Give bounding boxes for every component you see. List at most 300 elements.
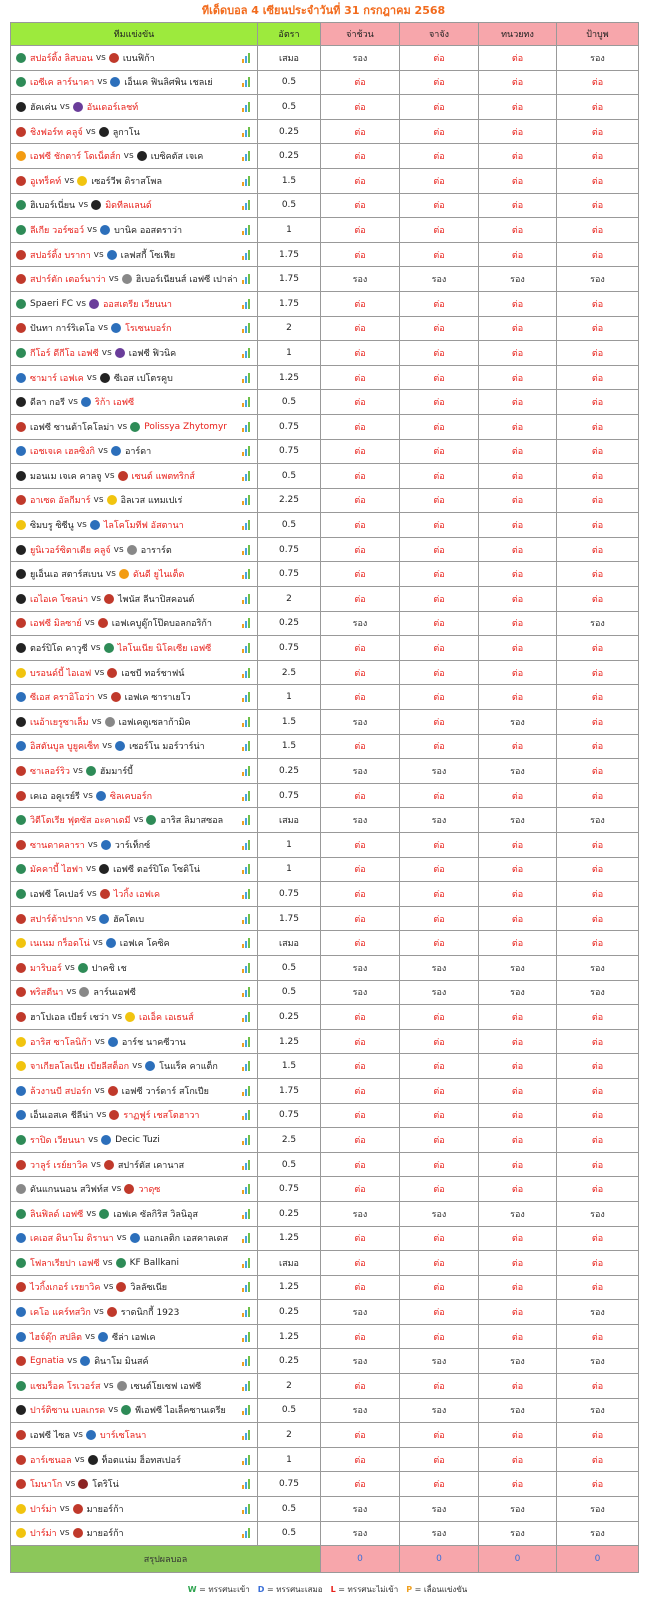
stats-chart-icon[interactable] bbox=[242, 1037, 251, 1047]
away-team-name[interactable]: เบนฟิก้า bbox=[122, 53, 155, 64]
away-team-name[interactable]: ฮัคโตเบ bbox=[113, 914, 145, 925]
stats-chart-icon[interactable] bbox=[242, 1381, 251, 1391]
away-team-name[interactable]: วาดุซ bbox=[138, 1185, 161, 1196]
stats-chart-icon[interactable] bbox=[242, 151, 251, 161]
home-team-name[interactable]: ลินฟิลด์ เอฟซี bbox=[30, 1209, 84, 1220]
away-team-name[interactable]: ลาร์นเอฟซี bbox=[93, 988, 136, 999]
match-cell[interactable] bbox=[11, 1054, 258, 1079]
away-team-name[interactable]: ไลโนเนีย นิโคเซีย เอฟซี bbox=[117, 644, 212, 655]
away-team-name[interactable]: ออสเตรีย เวียนนา bbox=[103, 299, 172, 310]
match-cell[interactable] bbox=[11, 119, 258, 144]
home-team-name[interactable]: ซานดาคลารา bbox=[30, 840, 85, 851]
stats-chart-icon[interactable] bbox=[242, 102, 251, 112]
stats-chart-icon[interactable] bbox=[242, 1135, 251, 1145]
home-team-name[interactable]: ดีลา กอรี bbox=[30, 398, 65, 409]
handicap-odds: 1.5 bbox=[258, 734, 321, 759]
stats-chart-icon[interactable] bbox=[242, 1012, 251, 1022]
match-cell[interactable] bbox=[11, 1029, 258, 1054]
stats-chart-icon[interactable] bbox=[242, 77, 251, 87]
away-team-logo-icon bbox=[101, 1135, 111, 1145]
match-cell[interactable] bbox=[11, 1275, 258, 1300]
tip-cell: ต่อ bbox=[557, 439, 639, 464]
home-team-name[interactable]: ยูนิเวอร์ซิตาเตีย คลูจ์ bbox=[30, 545, 111, 556]
home-team-name[interactable]: อาริส ซาโลนิก้า bbox=[30, 1037, 92, 1048]
match-cell[interactable] bbox=[11, 833, 258, 858]
home-team-name[interactable]: ฮาโปเอล เบียร์ เชว่า bbox=[30, 1012, 110, 1023]
away-team-name[interactable]: ดินาโม มินสค์ bbox=[94, 1357, 149, 1368]
stats-chart-icon[interactable] bbox=[242, 889, 251, 899]
away-team-name[interactable]: Polissya Zhytomyr bbox=[144, 421, 227, 432]
home-team-name[interactable]: ปาร์ม่า bbox=[30, 1504, 57, 1515]
away-team-name[interactable]: เอฟซี ฟิวนิค bbox=[128, 348, 177, 359]
home-team-name[interactable]: สปอร์ติ้ง บรากา bbox=[30, 250, 91, 261]
match-cell[interactable] bbox=[11, 660, 258, 685]
away-team-name[interactable]: ปาคชิ เช bbox=[91, 963, 127, 974]
match-cell[interactable] bbox=[11, 759, 258, 784]
away-team-name[interactable]: เอฟเค ซาราเยโว bbox=[124, 693, 191, 704]
home-team-name[interactable]: เคเอส ดินาโม ดิรานา bbox=[30, 1234, 114, 1245]
handicap-odds: 2 bbox=[258, 587, 321, 612]
home-team-name[interactable]: แชมร็อค โรเวอร์ส bbox=[30, 1381, 101, 1392]
away-team-name[interactable]: เบซิคตัส เจเค bbox=[150, 152, 204, 163]
away-team-name[interactable]: อันเดอร์เลชท์ bbox=[86, 102, 139, 113]
home-team-logo-icon bbox=[16, 815, 26, 825]
home-team-name[interactable]: เอฟซี มิลซาย์ bbox=[30, 619, 82, 630]
home-team-name[interactable]: เอฟซี โคเปอร์ bbox=[30, 889, 84, 900]
match-cell[interactable] bbox=[11, 1374, 258, 1399]
stats-chart-icon[interactable] bbox=[242, 618, 251, 628]
away-team-name[interactable]: บาร์เซโลนา bbox=[100, 1431, 147, 1442]
away-team-name[interactable]: ไพนัส ลีนาปิสคอนต์ bbox=[118, 594, 195, 605]
away-team-logo-icon bbox=[78, 963, 88, 973]
stats-chart-icon[interactable] bbox=[242, 53, 251, 63]
stats-chart-icon[interactable] bbox=[242, 1455, 251, 1465]
home-team-name[interactable]: สปาร์ต้าปราก bbox=[30, 914, 84, 925]
away-team-name[interactable]: อาร์ดา bbox=[124, 447, 152, 458]
away-team-name[interactable]: ราดนิกกี้ 1923 bbox=[120, 1308, 180, 1319]
away-team-name[interactable]: เอเอ็ค เอเธนส์ bbox=[139, 1012, 194, 1023]
home-team-name[interactable]: บรอนด์บี้ ไอเอฟ bbox=[30, 668, 92, 679]
home-team-name[interactable]: เอฟซี ชักตาร์ โดเน็ตส์ก bbox=[30, 152, 121, 163]
away-team-name[interactable]: มายอร์ก้า bbox=[86, 1504, 124, 1515]
tip-cell: ต่อ bbox=[400, 242, 479, 267]
away-team-name[interactable]: อาราร์ต bbox=[140, 545, 172, 556]
home-team-name[interactable]: Egnatia bbox=[30, 1356, 65, 1367]
stats-chart-icon[interactable] bbox=[242, 250, 251, 260]
away-team-name[interactable]: โตริโน่ bbox=[92, 1480, 119, 1491]
home-team-name[interactable]: ฮิเบอร์เนี่ยน bbox=[30, 201, 76, 212]
home-team-name[interactable]: มอนเม เจเค คาลจู bbox=[30, 471, 102, 482]
match-cell[interactable] bbox=[11, 414, 258, 439]
match-cell[interactable] bbox=[11, 390, 258, 415]
tip-cell: รอง bbox=[557, 808, 639, 833]
away-team-name[interactable]: เซนต์โยเซฟ เอฟซี bbox=[130, 1381, 202, 1392]
home-team-logo-icon bbox=[16, 1332, 26, 1342]
away-team-name[interactable]: ริก้า เอฟซี bbox=[94, 398, 135, 409]
stats-chart-icon[interactable] bbox=[242, 643, 251, 653]
match-cell[interactable] bbox=[11, 857, 258, 882]
vs-label: vs bbox=[67, 397, 78, 408]
home-team-name[interactable]: ไฮจ์ดุ๊ก สปลิต bbox=[30, 1332, 83, 1343]
away-team-name[interactable]: ฮิเบอร์เนียนส์ เอฟซี เปาล่า bbox=[135, 275, 238, 286]
stats-chart-icon[interactable] bbox=[242, 1110, 251, 1120]
stats-chart-icon[interactable] bbox=[242, 1184, 251, 1194]
match-cell[interactable] bbox=[11, 808, 258, 833]
away-team-logo-icon bbox=[96, 791, 106, 801]
home-team-name[interactable]: เอชเจเค เฮลซิงกิ bbox=[30, 447, 95, 458]
away-team-logo-icon bbox=[78, 1479, 88, 1489]
home-team-name[interactable]: ดันแกนนอน สวิฟท์ส bbox=[30, 1185, 109, 1196]
away-team-logo-icon bbox=[89, 299, 99, 309]
home-team-logo-icon bbox=[16, 569, 26, 579]
away-team-name[interactable]: วิลลัซเนีย bbox=[130, 1283, 168, 1294]
stats-chart-icon[interactable] bbox=[242, 914, 251, 924]
handicap-odds: 0.5 bbox=[258, 193, 321, 218]
match-cell[interactable] bbox=[11, 341, 258, 366]
home-team-name[interactable]: วาลูร์ เรย์ยาวิค bbox=[30, 1160, 88, 1171]
match-cell[interactable] bbox=[11, 1103, 258, 1128]
tip-cell: ต่อ bbox=[557, 537, 639, 562]
tip-cell: รอง bbox=[321, 611, 400, 636]
home-team-name[interactable]: เนอ้าเยรูซาเล็ม bbox=[30, 717, 89, 728]
match-cell[interactable] bbox=[11, 931, 258, 956]
stats-chart-icon[interactable] bbox=[242, 1430, 251, 1440]
tip-cell: ต่อ bbox=[321, 882, 400, 907]
away-team-name[interactable]: อาริส ลิมาสซอล bbox=[160, 816, 224, 827]
stats-chart-icon[interactable] bbox=[242, 840, 251, 850]
away-team-name[interactable]: เซนต์ แพตทริกส์ bbox=[131, 471, 195, 482]
handicap-odds: 0.25 bbox=[258, 144, 321, 169]
match-cell[interactable] bbox=[11, 1521, 258, 1546]
match-cell[interactable] bbox=[11, 218, 258, 243]
home-team-name[interactable]: ซามาร์ เอฟเค bbox=[30, 373, 84, 384]
stats-chart-icon[interactable] bbox=[242, 1258, 251, 1268]
match-cell[interactable] bbox=[11, 783, 258, 808]
stats-chart-icon[interactable] bbox=[242, 520, 251, 530]
stats-chart-icon[interactable] bbox=[242, 963, 251, 973]
home-team-name[interactable]: เนเนม กร็อดโน่ bbox=[30, 939, 90, 950]
home-team-name[interactable]: มาริบอร์ bbox=[30, 963, 62, 974]
home-team-name[interactable]: ซาเลอร์ริว bbox=[30, 767, 70, 778]
stats-chart-icon[interactable] bbox=[242, 1504, 251, 1514]
away-team-name[interactable]: ไวกิ้ง เอฟเค bbox=[113, 889, 160, 900]
away-team-logo-icon bbox=[107, 1307, 117, 1317]
tip-cell: ต่อ bbox=[400, 636, 479, 661]
match-cell[interactable] bbox=[11, 144, 258, 169]
home-team-name[interactable]: สปาร์ตัก เตอร์นาว่า bbox=[30, 275, 106, 286]
tip-cell: ต่อ bbox=[557, 1078, 639, 1103]
home-team-name[interactable]: กีโอร์ ดีกีโอ เอฟซี bbox=[30, 348, 99, 359]
home-team-name[interactable]: ปันทา การ์ริเดโอ bbox=[30, 324, 96, 335]
vs-label: vs bbox=[74, 1454, 85, 1465]
away-team-name[interactable]: ซีล่า เอฟเค bbox=[112, 1332, 156, 1343]
away-team-name[interactable]: เลฟสกี้ โซเฟีย bbox=[120, 250, 176, 261]
table-row bbox=[11, 1497, 639, 1522]
stats-chart-icon[interactable] bbox=[242, 987, 251, 997]
stats-chart-icon[interactable] bbox=[242, 471, 251, 481]
match-cell[interactable] bbox=[11, 95, 258, 120]
stats-chart-icon[interactable] bbox=[242, 323, 251, 333]
match-cell[interactable] bbox=[11, 168, 258, 193]
table-row bbox=[11, 464, 639, 489]
table-row bbox=[11, 1251, 639, 1276]
away-team-name[interactable]: ลูกาโน bbox=[112, 127, 140, 138]
away-team-name[interactable]: เซอร์วีพ ดิราสโพล bbox=[91, 176, 162, 187]
away-team-name[interactable]: โนแร็ค คาแต็ก bbox=[159, 1062, 218, 1073]
match-cell[interactable] bbox=[11, 488, 258, 513]
home-team-name[interactable]: เอซีเค ลาร์นาคา bbox=[30, 78, 95, 89]
tip-cell: ต่อ bbox=[479, 464, 557, 489]
table-row bbox=[11, 439, 639, 464]
stats-chart-icon[interactable] bbox=[242, 594, 251, 604]
away-team-name[interactable]: แอกเลติก เอสคาลเดส bbox=[143, 1234, 228, 1245]
stats-chart-icon[interactable] bbox=[242, 692, 251, 702]
handicap-odds: 0.75 bbox=[258, 562, 321, 587]
away-team-name[interactable]: Decic Tuzi bbox=[115, 1134, 160, 1145]
home-team-name[interactable]: โฟลาเรียปา เอฟซี bbox=[30, 1258, 100, 1269]
match-cell[interactable] bbox=[11, 267, 258, 292]
tip-cell: ต่อ bbox=[479, 414, 557, 439]
away-team-name[interactable]: เอฟเคบูดู๊กโป๊ดบอลกอริก้า bbox=[111, 619, 212, 630]
match-cell[interactable] bbox=[11, 636, 258, 661]
match-cell[interactable] bbox=[11, 537, 258, 562]
tip-cell: ต่อ bbox=[400, 1078, 479, 1103]
tip-cell: ต่อ bbox=[400, 291, 479, 316]
match-cell[interactable] bbox=[11, 906, 258, 931]
match-cell[interactable] bbox=[11, 1005, 258, 1030]
vs-label: vs bbox=[95, 52, 106, 63]
tip-cell: ต่อ bbox=[400, 931, 479, 956]
away-team-name[interactable]: สปาร์ตัส เคานาส bbox=[117, 1160, 185, 1171]
tip-cell: รอง bbox=[321, 1349, 400, 1374]
match-cell[interactable] bbox=[11, 46, 258, 71]
home-team-name[interactable]: สปอร์ติ้ง ลิสบอน bbox=[30, 53, 93, 64]
stats-chart-icon[interactable] bbox=[242, 1086, 251, 1096]
match-cell[interactable] bbox=[11, 685, 258, 710]
stats-chart-icon[interactable] bbox=[242, 1160, 251, 1170]
away-team-name[interactable]: เอฟเค โคซิค bbox=[119, 939, 170, 950]
away-team-name[interactable]: อาร์ช นาคซีวาน bbox=[121, 1037, 186, 1048]
match-cell[interactable] bbox=[11, 1324, 258, 1349]
tip-cell: ต่อ bbox=[321, 857, 400, 882]
home-team-name[interactable]: โมนาโก bbox=[30, 1480, 63, 1491]
stats-chart-icon[interactable] bbox=[242, 1282, 251, 1292]
match-cell[interactable] bbox=[11, 316, 258, 341]
home-team-name[interactable]: ไวกิ้งเกอร์ เรยาวิค bbox=[30, 1283, 101, 1294]
stats-chart-icon[interactable] bbox=[242, 1356, 251, 1366]
tip-cell: ต่อ bbox=[400, 906, 479, 931]
stats-chart-icon[interactable] bbox=[242, 766, 251, 776]
match-cell[interactable] bbox=[11, 291, 258, 316]
stats-chart-icon[interactable] bbox=[242, 864, 251, 874]
match-cell[interactable] bbox=[11, 513, 258, 538]
stats-chart-icon[interactable] bbox=[242, 1528, 251, 1538]
away-team-name[interactable]: วาร์เท็กซ์ bbox=[114, 840, 151, 851]
match-cell[interactable] bbox=[11, 1251, 258, 1276]
tip-cell: ต่อ bbox=[321, 1128, 400, 1153]
match-cell[interactable] bbox=[11, 1177, 258, 1202]
stats-chart-icon[interactable] bbox=[242, 422, 251, 432]
match-cell[interactable] bbox=[11, 193, 258, 218]
stats-chart-icon[interactable] bbox=[242, 274, 251, 284]
match-cell[interactable] bbox=[11, 980, 258, 1005]
home-team-name[interactable]: Spaeri FC bbox=[30, 298, 74, 309]
away-team-name[interactable]: KF Ballkani bbox=[129, 1257, 179, 1268]
home-team-name[interactable]: จาเกียลโลเนีย เบียลีสต็อก bbox=[30, 1062, 130, 1073]
away-team-logo-icon bbox=[125, 1012, 135, 1022]
away-team-name[interactable]: ท็อตแน่ม ฮ็อทสเปอร์ bbox=[101, 1455, 181, 1466]
stats-chart-icon[interactable] bbox=[242, 938, 251, 948]
home-team-name[interactable]: ปาร์ติซาน เบลเกรด bbox=[30, 1406, 106, 1417]
match-cell[interactable] bbox=[11, 439, 258, 464]
table-row bbox=[11, 488, 639, 513]
stats-chart-icon[interactable] bbox=[242, 1307, 251, 1317]
home-team-name[interactable]: เอฟซี ซานต้าโคโลม่า bbox=[30, 422, 115, 433]
home-team-name[interactable]: ปาร์ม่า bbox=[30, 1529, 57, 1540]
home-team-name[interactable]: ลีเกีย วอร์ซอว์ bbox=[30, 225, 85, 236]
stats-chart-icon[interactable] bbox=[242, 299, 251, 309]
stats-chart-icon[interactable] bbox=[242, 446, 251, 456]
vs-label: vs bbox=[86, 888, 97, 899]
home-team-name[interactable]: ซีเอส คราอิโอว่า bbox=[30, 693, 95, 704]
match-cell[interactable] bbox=[11, 1152, 258, 1177]
stats-chart-icon[interactable] bbox=[242, 717, 251, 727]
match-cell[interactable] bbox=[11, 1472, 258, 1497]
tip-cell: ต่อ bbox=[321, 365, 400, 390]
stats-chart-icon[interactable] bbox=[242, 741, 251, 751]
tip-cell: ต่อ bbox=[557, 218, 639, 243]
match-cell[interactable] bbox=[11, 1349, 258, 1374]
stats-chart-icon[interactable] bbox=[242, 348, 251, 358]
home-team-name[interactable]: เอฟซี ไซล bbox=[30, 1431, 70, 1442]
home-team-name[interactable]: วิตีโตเรีย ฟุตซัส อะคาเดมี bbox=[30, 816, 131, 827]
tip-cell: ต่อ bbox=[479, 537, 557, 562]
away-team-name[interactable]: เซอร์โน มอร์วาร์น่า bbox=[129, 742, 205, 753]
home-team-name[interactable]: อิสตันบูล บูยูคเซ็ท bbox=[30, 742, 100, 753]
away-team-name[interactable]: โรเซนบอร์ก bbox=[125, 324, 172, 335]
match-cell[interactable] bbox=[11, 1128, 258, 1153]
match-cell[interactable] bbox=[11, 1423, 258, 1448]
stats-chart-icon[interactable] bbox=[242, 1332, 251, 1342]
match-cell[interactable] bbox=[11, 365, 258, 390]
home-team-name[interactable]: ยูเอ็นเอ สตาร์สเบน bbox=[30, 570, 103, 581]
stats-chart-icon[interactable] bbox=[242, 569, 251, 579]
stats-chart-icon[interactable] bbox=[242, 1405, 251, 1415]
home-team-name[interactable]: ตอร์ปิโด คาวูซี bbox=[30, 644, 88, 655]
away-team-logo-icon bbox=[124, 1184, 134, 1194]
away-team-name[interactable]: บานิค ออสตราว่า bbox=[114, 225, 183, 236]
stats-chart-icon[interactable] bbox=[242, 200, 251, 210]
match-cell[interactable] bbox=[11, 587, 258, 612]
away-team-name[interactable]: ดันดี ยูไนเต็ด bbox=[132, 570, 185, 581]
home-team-name[interactable]: เคโอ แคร์ทสวิก bbox=[30, 1308, 91, 1319]
stats-chart-icon[interactable] bbox=[242, 1061, 251, 1071]
match-cell[interactable] bbox=[11, 242, 258, 267]
home-team-name[interactable]: เอ็นเอสเค ชีลีน่า bbox=[30, 1111, 94, 1122]
stats-chart-icon[interactable] bbox=[242, 791, 251, 801]
home-team-name[interactable]: ล้วงานบี สปอร์ก bbox=[30, 1086, 92, 1097]
away-team-name[interactable]: เอฟซี ตอร์ปิโด โซดิโน่ bbox=[113, 865, 200, 876]
stats-chart-icon[interactable] bbox=[242, 1233, 251, 1243]
stats-chart-icon[interactable] bbox=[242, 495, 251, 505]
match-cell[interactable] bbox=[11, 1300, 258, 1325]
table-row bbox=[11, 537, 639, 562]
match-cell[interactable] bbox=[11, 955, 258, 980]
vs-label: vs bbox=[113, 544, 124, 555]
stats-chart-icon[interactable] bbox=[242, 176, 251, 186]
match-cell[interactable] bbox=[11, 1226, 258, 1251]
tip-cell: รอง bbox=[557, 1521, 639, 1546]
match-cell[interactable] bbox=[11, 1201, 258, 1226]
vs-label: vs bbox=[116, 1233, 127, 1244]
home-team-name[interactable]: เอไอเค โซลน่า bbox=[30, 594, 89, 605]
handicap-odds: เสมอ bbox=[258, 931, 321, 956]
away-team-name[interactable]: ซีเอส เปโตรคูบ bbox=[113, 373, 173, 384]
stats-chart-icon[interactable] bbox=[242, 397, 251, 407]
stats-chart-icon[interactable] bbox=[242, 373, 251, 383]
away-team-name[interactable]: อิลเวส แทมเปเร่ bbox=[120, 496, 183, 507]
home-team-name[interactable]: ชิงฟอร์ท คลูจ์ bbox=[30, 127, 83, 138]
home-team-name[interactable]: มัคคาบี้ ไฮฟา bbox=[30, 865, 84, 876]
match-cell[interactable] bbox=[11, 882, 258, 907]
away-team-name[interactable]: ฮัมมาร์บี้ bbox=[99, 767, 133, 778]
match-cell[interactable] bbox=[11, 1078, 258, 1103]
stats-chart-icon[interactable] bbox=[242, 127, 251, 137]
home-team-logo-icon bbox=[16, 446, 26, 456]
stats-chart-icon[interactable] bbox=[242, 1479, 251, 1489]
match-cell[interactable] bbox=[11, 1497, 258, 1522]
match-cell[interactable] bbox=[11, 1398, 258, 1423]
match-cell[interactable] bbox=[11, 611, 258, 636]
stats-chart-icon[interactable] bbox=[242, 1209, 251, 1219]
tip-cell: ต่อ bbox=[479, 513, 557, 538]
stats-chart-icon[interactable] bbox=[242, 545, 251, 555]
home-team-name[interactable]: พริสตีนา bbox=[30, 988, 64, 999]
home-team-name[interactable]: ซิมบรู ซิซีนู bbox=[30, 521, 74, 532]
away-team-name[interactable]: ไลโคโมทีฟ อัสตานา bbox=[103, 521, 184, 532]
away-team-name[interactable]: เอ็นเค ฟินลิศพิน เชลเย่ bbox=[124, 78, 213, 89]
stats-chart-icon[interactable] bbox=[242, 815, 251, 825]
away-team-name[interactable]: เอฟเคตูเซลาก้ามิค bbox=[118, 717, 191, 728]
stats-chart-icon[interactable] bbox=[242, 225, 251, 235]
home-team-name[interactable]: อาเซด อัลกีมาร์ bbox=[30, 496, 91, 507]
stats-chart-icon[interactable] bbox=[242, 668, 251, 678]
vs-label: vs bbox=[72, 766, 83, 777]
away-team-name[interactable]: ซิลเคบอร์ก bbox=[109, 791, 153, 802]
home-team-name[interactable]: อาร์เซนอล bbox=[30, 1455, 72, 1466]
away-team-name[interactable]: เอฟเค ซัลกิริส วิลนิอุส bbox=[113, 1209, 198, 1220]
home-team-name[interactable]: ฮัคเค่น bbox=[30, 102, 57, 113]
match-cell[interactable] bbox=[11, 734, 258, 759]
match-cell[interactable] bbox=[11, 562, 258, 587]
match-cell[interactable] bbox=[11, 464, 258, 489]
home-team-name[interactable]: อูเทร็คท์ bbox=[30, 176, 62, 187]
table-row bbox=[11, 1226, 639, 1251]
tip-cell: ต่อ bbox=[557, 710, 639, 735]
tip-cell: รอง bbox=[557, 1398, 639, 1423]
match-cell[interactable] bbox=[11, 70, 258, 95]
match-cell[interactable] bbox=[11, 1447, 258, 1472]
away-team-name[interactable]: ราฏฟูร์ เชสโตฮาวา bbox=[123, 1111, 200, 1122]
away-team-name[interactable]: มิดทีลแลนด์ bbox=[105, 201, 152, 212]
away-team-name[interactable]: เอฟซี วาร์ดาร์ สโกเปีย bbox=[121, 1086, 209, 1097]
away-team-name[interactable]: พีเอฟซี ไอเล็คซานเดรีย bbox=[135, 1406, 226, 1417]
away-team-name[interactable]: เอชบี ทอร์ชาฟน์ bbox=[121, 668, 185, 679]
away-team-name[interactable]: มายอร์ก้า bbox=[86, 1529, 124, 1540]
home-team-name[interactable]: ราปิด เวียนนา bbox=[30, 1135, 86, 1146]
match-cell[interactable] bbox=[11, 710, 258, 735]
home-team-name[interactable]: เคเอ อคูเรย์รี bbox=[30, 791, 80, 802]
